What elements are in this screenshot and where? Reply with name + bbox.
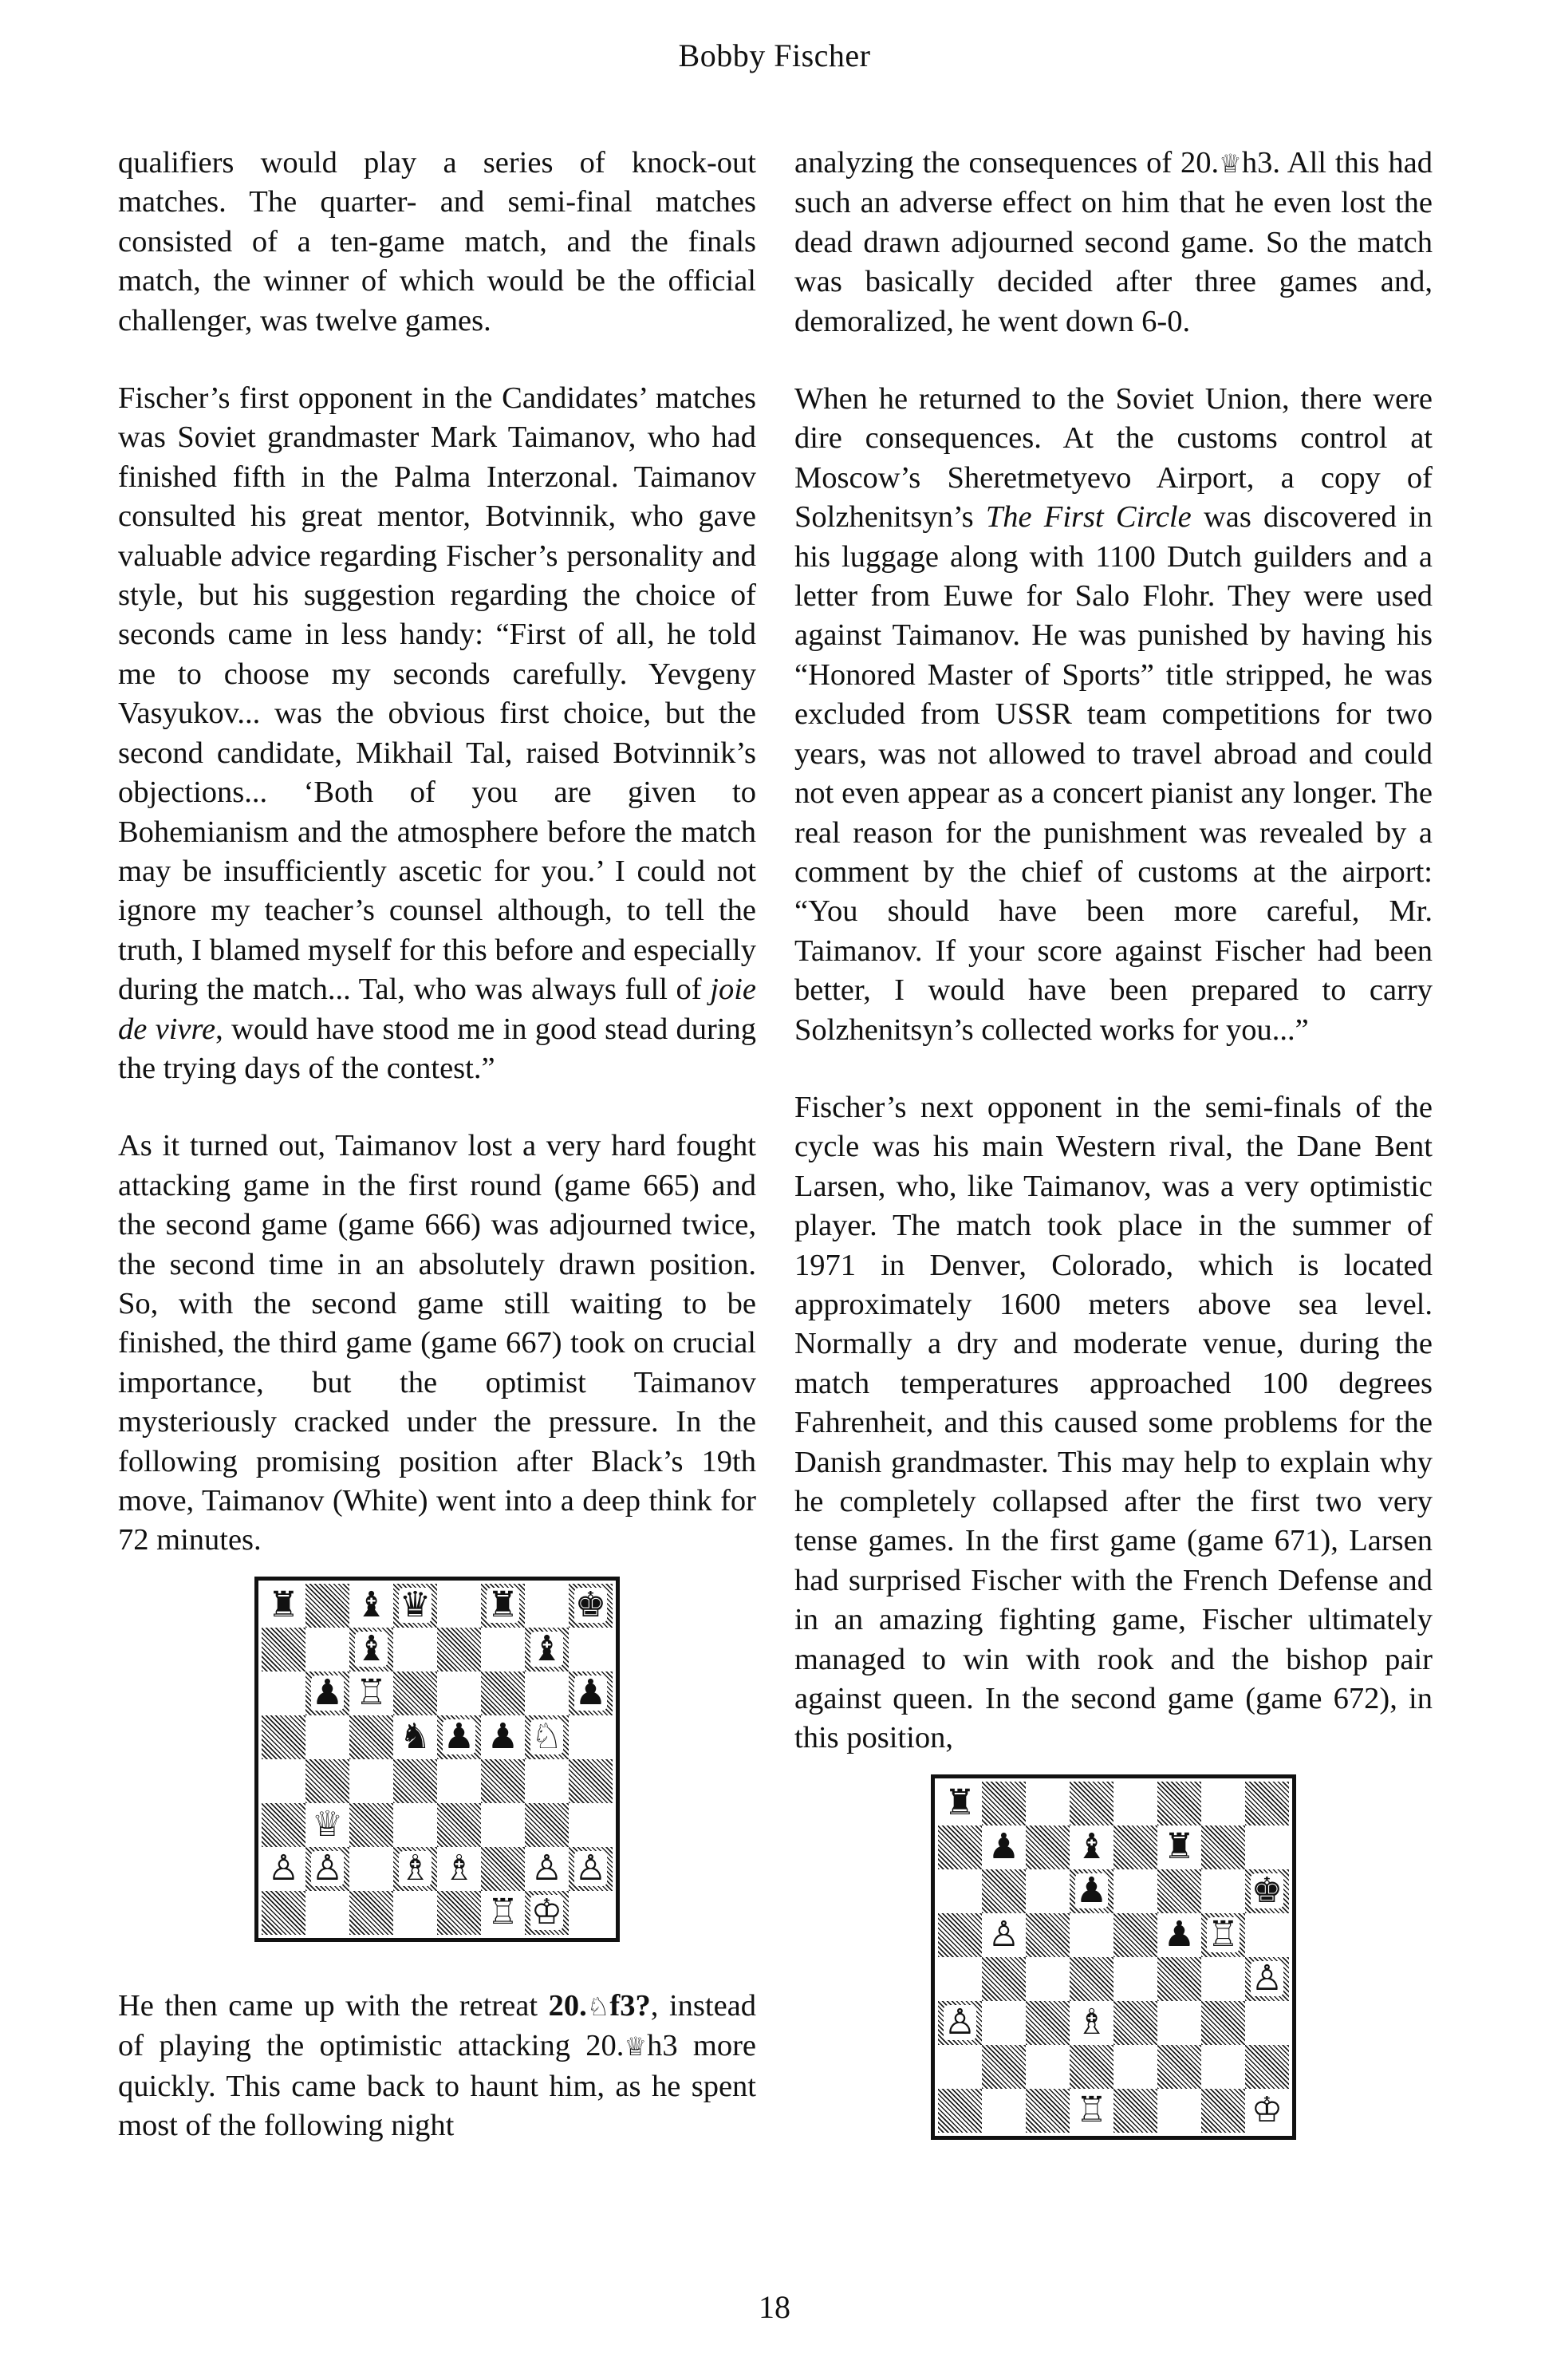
black-rook-icon: ♜ <box>267 1585 300 1626</box>
board-square <box>1113 1957 1157 2001</box>
board-square <box>1157 1825 1201 1869</box>
board-square <box>305 1759 349 1803</box>
italic-title: The First Circle <box>985 500 1192 535</box>
black-rook-icon: ♜ <box>487 1585 519 1626</box>
board-square <box>481 1715 525 1759</box>
board-square <box>982 1957 1026 2001</box>
board-square <box>1026 1913 1070 1957</box>
board-square <box>393 1891 437 1935</box>
board-square <box>1157 1913 1201 1957</box>
move-notation-bold <box>549 1989 651 2023</box>
board-square <box>525 1584 569 1628</box>
board-square <box>569 1584 613 1628</box>
move-number: 20. <box>1180 146 1220 180</box>
board-square <box>305 1672 349 1715</box>
queen-icon: ♕ <box>1219 148 1242 179</box>
board-square <box>481 1672 525 1715</box>
board-square <box>1070 1913 1113 1957</box>
board-square <box>262 1628 305 1672</box>
italic-phrase: joie de vivre <box>118 973 756 1046</box>
board-square <box>569 1715 613 1759</box>
board-square <box>938 2001 982 2045</box>
board-square <box>262 1584 305 1628</box>
white-pawn-icon: ♙ <box>987 1914 1020 1956</box>
knight-icon: ♘ <box>586 1991 610 2022</box>
white-king-icon: ♔ <box>530 1892 563 1933</box>
board-square <box>982 1913 1026 1957</box>
running-head: Bobby Fischer <box>678 37 871 73</box>
board-square <box>262 1715 305 1759</box>
board-square <box>1201 2045 1245 2089</box>
move-square: h3 <box>1241 146 1273 180</box>
right-column <box>794 144 1433 2185</box>
board-square <box>1201 1825 1245 1869</box>
chessboard <box>931 1774 1296 2140</box>
board-square <box>262 1759 305 1803</box>
black-pawn-icon: ♟ <box>487 1716 519 1758</box>
board-square <box>569 1759 613 1803</box>
board-square <box>393 1628 437 1672</box>
board-square <box>938 1957 982 2001</box>
board-square <box>1157 2045 1201 2089</box>
black-pawn-icon: ♟ <box>311 1672 344 1714</box>
move-notation <box>585 2029 677 2062</box>
board-square <box>1157 2089 1201 2133</box>
board-square <box>349 1584 393 1628</box>
chessboard <box>254 1577 620 1942</box>
text-run: more quickly. This came back to haunt him, as he spent most of the following night <box>118 2029 756 2143</box>
board-square <box>393 1715 437 1759</box>
board-square <box>938 2045 982 2089</box>
board-square <box>525 1759 569 1803</box>
board-square <box>305 1847 349 1891</box>
board-square <box>262 1672 305 1715</box>
board-square <box>569 1891 613 1935</box>
white-rook-icon: ♖ <box>1075 2090 1108 2131</box>
board-square <box>481 1628 525 1672</box>
black-pawn-icon: ♟ <box>1075 1870 1108 1912</box>
board-square <box>262 1847 305 1891</box>
board-square <box>938 1913 982 1957</box>
board-square <box>305 1584 349 1628</box>
black-bishop-icon: ♝ <box>355 1628 388 1670</box>
board-square <box>349 1628 393 1672</box>
board-square <box>1070 1957 1113 2001</box>
board-square <box>1026 2001 1070 2045</box>
black-rook-icon: ♜ <box>944 1782 976 1824</box>
text-run: He then came up with the retreat <box>118 1988 538 2023</box>
paragraph <box>118 1987 756 2146</box>
text-run: , instead of playing the optimistic attacking <box>118 1988 756 2063</box>
paragraph: As it turned out, Taimanov lost a very hard fought attacking game in the first round (game 665) and the second game (game 666) was adjourned twice, the second time in an absolutely drawn position. So, with the second game still waiting to be finished, the third game (game 667) took on crucial importance, but the optimist Taimanov mysteriously cracked under the pressure. In the following promising position after Black’s 19th move, Taimanov (White) went into a deep think for 72 minutes. <box>118 1129 756 1557</box>
board-square <box>1026 2089 1070 2133</box>
board-square <box>1245 1825 1289 1869</box>
board-square <box>437 1628 481 1672</box>
black-king-icon: ♚ <box>574 1585 607 1626</box>
board-square <box>1113 2001 1157 2045</box>
board-square <box>1113 1913 1157 1957</box>
white-rook-icon: ♖ <box>355 1672 388 1714</box>
board-square <box>938 1825 982 1869</box>
board-square <box>437 1584 481 1628</box>
queen-icon: ♕ <box>624 2031 648 2062</box>
board-square <box>1070 2045 1113 2089</box>
text-run: . All this had such an adverse effect on him that he even lost the dead drawn adjourned second game. So the match was basically decided after three games and, demoralized, he went down 6-0. <box>794 146 1433 338</box>
white-bishop-icon: ♗ <box>443 1848 475 1889</box>
board-square <box>393 1584 437 1628</box>
board-square <box>1070 1825 1113 1869</box>
black-pawn-icon: ♟ <box>443 1716 475 1758</box>
board-square <box>1245 1869 1289 1913</box>
board-square <box>349 1847 393 1891</box>
board-square <box>1245 2089 1289 2133</box>
board-square <box>481 1891 525 1935</box>
board-square <box>1201 1957 1245 2001</box>
text-run: Fischer’s first opponent in the Candidates’ matches was Soviet grandmaster Mark Taimanov, who had finished fifth in the Palma Interzonal. Taimanov consulted his great mentor, Botvinnik, who gave valuable advice regarding Fischer’s personality and style, but his suggestion regarding the choice of seconds came in less handy: “First of all, he told me to choose my seconds carefully. Yevgeny Vasyukov... was the obvious first choice, but the second candidate, Mikhail Tal, raised Botvinnik’s objections... ‘Both of you are given to Bohemianism and the atmosphere before the match may be insufficiently ascetic for you.’ I could not ignore my teacher’s counsel although, to tell the truth, I blamed myself for this before and especially during the match... Tal, who was always full of <box>118 381 756 1007</box>
board-square <box>569 1672 613 1715</box>
white-king-icon: ♔ <box>1251 2090 1283 2131</box>
board-square <box>1070 2089 1113 2133</box>
board-square <box>305 1715 349 1759</box>
board-square <box>1245 1957 1289 2001</box>
board-square <box>982 1825 1026 1869</box>
board-square <box>1245 1913 1289 1957</box>
board-square <box>1026 1957 1070 2001</box>
white-pawn-icon: ♙ <box>530 1848 563 1889</box>
text-run: , would have stood me in good stead during the trying days of the contest.” <box>118 1012 756 1085</box>
board-square <box>305 1628 349 1672</box>
board-square <box>1113 2089 1157 2133</box>
move-square: h3 <box>647 2029 678 2063</box>
left-column <box>118 144 756 2184</box>
board-square <box>1070 1869 1113 1913</box>
paragraph <box>118 379 756 1088</box>
board-square <box>1245 2001 1289 2045</box>
board-square <box>262 1891 305 1935</box>
board-square <box>525 1715 569 1759</box>
board-square <box>1026 1869 1070 1913</box>
black-rook-icon: ♜ <box>1163 1826 1196 1868</box>
board-square <box>305 1803 349 1847</box>
board-square <box>349 1672 393 1715</box>
board-square <box>1201 1869 1245 1913</box>
board-square <box>437 1672 481 1715</box>
board-square <box>1113 2045 1157 2089</box>
board-square <box>982 1782 1026 1825</box>
board-square <box>437 1715 481 1759</box>
board-square <box>481 1584 525 1628</box>
text-run: was discovered in his luggage along with 1100 Dutch guilders and a letter from Euwe for Salo Flohr. They were used against Taimanov. He was punished by having his “Honored Master of Sports” title stripped, he was excluded from USSR team competitions for two years, was not allowed to travel abroad and could not even appear as a concert pianist any longer. The real reason for the punishment was revealed by a comment by the chief of customs at the airport: “You should have been more careful, Mr. Taimanov. If your score against Fischer had been better, I would have been prepared to carry Solzhenitsyn’s collected works for you...” <box>794 500 1433 1047</box>
page-number: 18 <box>759 2289 790 2325</box>
board-square <box>525 1891 569 1935</box>
paragraph <box>794 380 1433 1050</box>
text-run: analyzing the consequences of <box>794 146 1173 180</box>
black-bishop-icon: ♝ <box>355 1585 388 1626</box>
board-square <box>982 2001 1026 2045</box>
white-knight-icon: ♘ <box>530 1716 563 1758</box>
board-square <box>1201 2089 1245 2133</box>
board-square <box>569 1628 613 1672</box>
board-square <box>349 1803 393 1847</box>
board-square <box>1113 1869 1157 1913</box>
board-square <box>393 1672 437 1715</box>
chess-diagram-larsen <box>794 1774 1433 2140</box>
paragraph <box>794 144 1433 341</box>
board-square <box>481 1803 525 1847</box>
board-square <box>982 1869 1026 1913</box>
white-rook-icon: ♖ <box>1207 1914 1240 1956</box>
board-square <box>1113 1825 1157 1869</box>
board-square <box>1113 1782 1157 1825</box>
board-square <box>1157 1782 1201 1825</box>
board-square <box>1026 1782 1070 1825</box>
paragraph: Fischer’s next opponent in the semi-finals of the cycle was his main Western rival, the Dane Bent Larsen, who, like Taimanov, was a very optimistic player. The match took place in the summer of 1971 in Denver, Colorado, which is located approximately 1600 meters above sea level. Normally a dry and moderate venue, during the match temperatures approached 100 degrees Fahrenheit, and this caused some problems for the Danish grandmaster. This may help to explain why he completely collapsed after the first two very tense games. In the first game (game 671), Larsen had surprised Fischer with the French Defense and in an amazing fighting game, Fischer ultimately managed to win with rook and the bishop pair against queen. In the second game (game 672), in this position, <box>794 1090 1433 1755</box>
board-square <box>262 1803 305 1847</box>
white-pawn-icon: ♙ <box>311 1848 344 1889</box>
board-square <box>349 1891 393 1935</box>
black-bishop-icon: ♝ <box>530 1628 563 1670</box>
white-queen-icon: ♕ <box>311 1804 344 1845</box>
white-pawn-icon: ♙ <box>944 2002 976 2043</box>
board-square <box>305 1891 349 1935</box>
board-square <box>1157 2001 1201 2045</box>
board-square <box>1026 1825 1070 1869</box>
board-square <box>1201 1913 1245 1957</box>
board-square <box>1070 2001 1113 2045</box>
white-pawn-icon: ♙ <box>1251 1958 1283 1999</box>
move-number: 20. <box>548 1988 587 2023</box>
black-pawn-icon: ♟ <box>987 1826 1020 1868</box>
board-square <box>1201 1782 1245 1825</box>
board-square <box>938 1782 982 1825</box>
board-square <box>349 1715 393 1759</box>
board-square <box>982 2045 1026 2089</box>
board-square <box>349 1759 393 1803</box>
board-square <box>938 1869 982 1913</box>
board-square <box>393 1759 437 1803</box>
board-square <box>525 1672 569 1715</box>
board-square <box>938 2089 982 2133</box>
text-run: When he returned to the Soviet Union, there were dire consequences. At the customs control at Moscow’s Sheretmetyevo Airport, a copy of Solzhenitsyn’s <box>794 382 1433 535</box>
board-square <box>982 2089 1026 2133</box>
board-square <box>437 1847 481 1891</box>
board-square <box>1026 2045 1070 2089</box>
board-square <box>481 1847 525 1891</box>
paragraph: qualifiers would play a series of knock-out matches. The quarter- and semi-final matches consisted of a ten-game match, and the finals match, the winner of which would be the official challenger, was twelve games. <box>118 146 756 337</box>
board-square <box>525 1628 569 1672</box>
white-bishop-icon: ♗ <box>1075 2002 1108 2043</box>
white-rook-icon: ♖ <box>487 1892 519 1933</box>
move-number: 20. <box>585 2029 625 2063</box>
white-pawn-icon: ♙ <box>267 1848 300 1889</box>
white-bishop-icon: ♗ <box>399 1848 432 1889</box>
move-square: f3? <box>609 1988 651 2023</box>
black-pawn-icon: ♟ <box>1163 1914 1196 1956</box>
board-square <box>437 1891 481 1935</box>
board-square <box>525 1803 569 1847</box>
board-square <box>393 1803 437 1847</box>
board-square <box>569 1803 613 1847</box>
board-square <box>1157 1869 1201 1913</box>
board-square <box>437 1759 481 1803</box>
board-square <box>437 1803 481 1847</box>
black-knight-icon: ♞ <box>399 1716 432 1758</box>
board-square <box>481 1759 525 1803</box>
white-pawn-icon: ♙ <box>574 1848 607 1889</box>
black-bishop-icon: ♝ <box>1075 1826 1108 1868</box>
board-square <box>1070 1782 1113 1825</box>
board-square <box>1245 1782 1289 1825</box>
board-square <box>525 1847 569 1891</box>
chess-diagram-taimanov <box>118 1577 756 1942</box>
black-king-icon: ♚ <box>1251 1870 1283 1912</box>
black-queen-icon: ♛ <box>399 1585 432 1626</box>
board-square <box>569 1847 613 1891</box>
black-pawn-icon: ♟ <box>574 1672 607 1714</box>
board-square <box>1201 2001 1245 2045</box>
board-square <box>1157 1957 1201 2001</box>
board-square <box>1245 2045 1289 2089</box>
board-square <box>393 1847 437 1891</box>
move-notation <box>1180 146 1272 180</box>
